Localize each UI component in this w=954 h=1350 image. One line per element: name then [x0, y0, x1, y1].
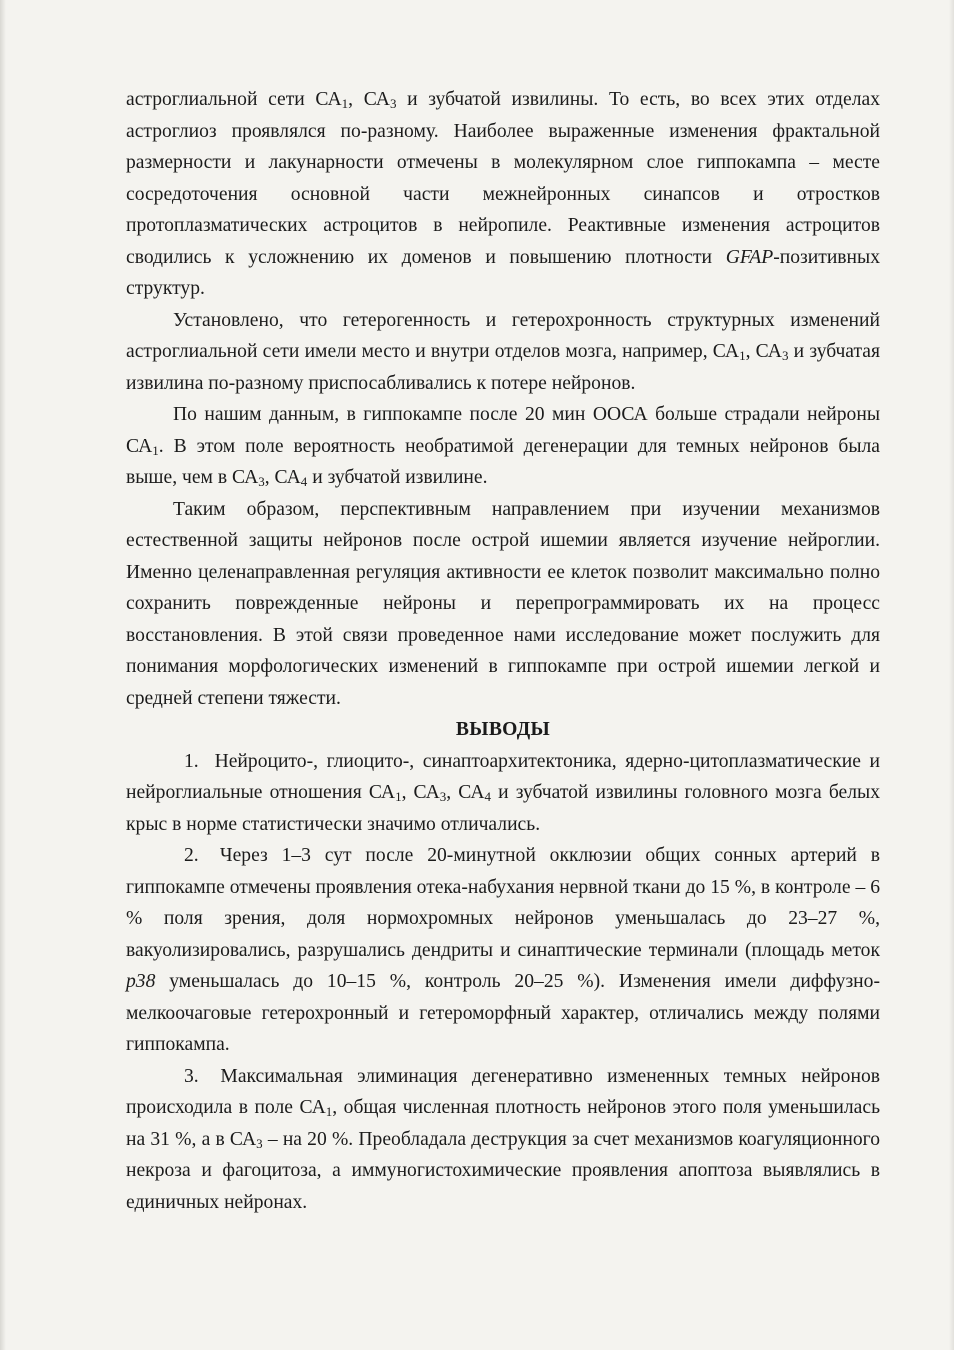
- page-right-edge-shadow: [949, 0, 954, 1350]
- subscript: 3: [389, 96, 397, 111]
- paragraph: Таким образом, перспективным направлением при изучении механизмов естественной защиты нейронов после острой ишемии является изучение нейроглии. Именно целенаправленная регуляция активности ее клеток позволит максимально полно сохранить поврежденные нейроны и перепрограммировать их на процесс восстановления. В этой связи проведенное нами исследование может послужить для понимания морфологических изменений в гиппокампе при острой ишемии легкой и средней степени тяжести.: [126, 498, 880, 709]
- subscript: 3: [256, 1135, 263, 1151]
- paragraph: астроглиальной сети $СА_1$, $СА_3$ и зубчатой извилины. То есть, во всех этих отделах астроглиоз проявлялся по-разному. Наиболее выраженные изменения фрактальной размерности и лакунарности отмечены в молекулярном слое гиппокампа – месте сосредоточения основной части межнейронных синапсов и отростков протоплазматических астроцитов в нейропиле. Реактивные изменения астроцитов сводились к усложнению их доменов и повышению плотности GFAP-позитивных структур.: [126, 89, 880, 299]
- italic-term: p38: [126, 971, 156, 992]
- paragraph: Установлено, что гетерогенность и гетерохронность структурных изменений астроглиальной сети имели место и внутри отделов мозга, например, $СА_1$, $СА_3$ и зубчатая извилина по-разному приспосабливались к потере нейронов.: [126, 309, 881, 394]
- italic-term: GFAP: [725, 246, 774, 268]
- subscript: 1: [395, 789, 402, 804]
- subscript: 1: [341, 96, 349, 111]
- conclusion-number: 1.: [184, 750, 199, 772]
- subscript: 3: [258, 474, 265, 489]
- conclusion-number: 3.: [184, 1065, 199, 1087]
- conclusion-item: 3. Максимальная элиминация дегенеративно измененных темных нейронов происходила в поле $СА_1$, общая численная плотность нейронов этого поля уменьшилась на 31 %, а в $СА_3$ – на 20 %. Преобладала деструкция за счет механизмов коагуляционного некроза и фагоцитоза, а иммуногистохимические проявления апоптоза выявлялись в единичных нейронах.: [126, 1061, 880, 1219]
- subscript: 1: [325, 1104, 333, 1119]
- subscript: 1: [739, 348, 746, 363]
- section-heading: ВЫВОДЫ: [455, 719, 551, 740]
- conclusion-item: 1. Нейроцито-, глиоцито-, синаптоархитектоника, ядерно-цитоплазматические и нейроглиальные отношения $СА_1$, $СА_3$, $СА_4$ и зубчатой извилины головного мозга белых крыс в норме статистически значимо отличались.: [126, 746, 880, 841]
- conclusion-item: 2. Через 1–3 сут после 20-минутной окклюзии общих сонных артерий в гиппокампе отмечены проявления отека-набухания нервной ткани до 15 %, в контроле – 6 % поля зрения, доля нормохромных нейронов уменьшалась до 23–27 %, вакуолизировались, разрушались дендриты и синаптические терминали (площадь меток p38 уменьшалась до 10–15 %, контроль 20–25 %). Изменения имели диффузно-мелкоочаговые гетерохронный и гетероморфный характер, отличались между полями гиппокампа.: [126, 840, 880, 1061]
- subscript: 4: [484, 789, 492, 804]
- paragraph: По нашим данным, в гиппокампе после 20 мин ООСА больше страдали нейроны $СА_1$. В этом поле вероятность необратимой дегенерации для темных нейронов была выше, чем в $СА_3$, $СА_4$ и зубчатой извилине.: [126, 404, 880, 489]
- page-left-edge-shadow: [0, 0, 6, 1350]
- body-text: [126, 84, 880, 1218]
- subscript: 4: [300, 474, 308, 489]
- subscript: 3: [439, 789, 447, 804]
- subscript: 3: [781, 348, 789, 363]
- subscript: 1: [152, 442, 159, 458]
- conclusion-number: 2.: [184, 845, 199, 866]
